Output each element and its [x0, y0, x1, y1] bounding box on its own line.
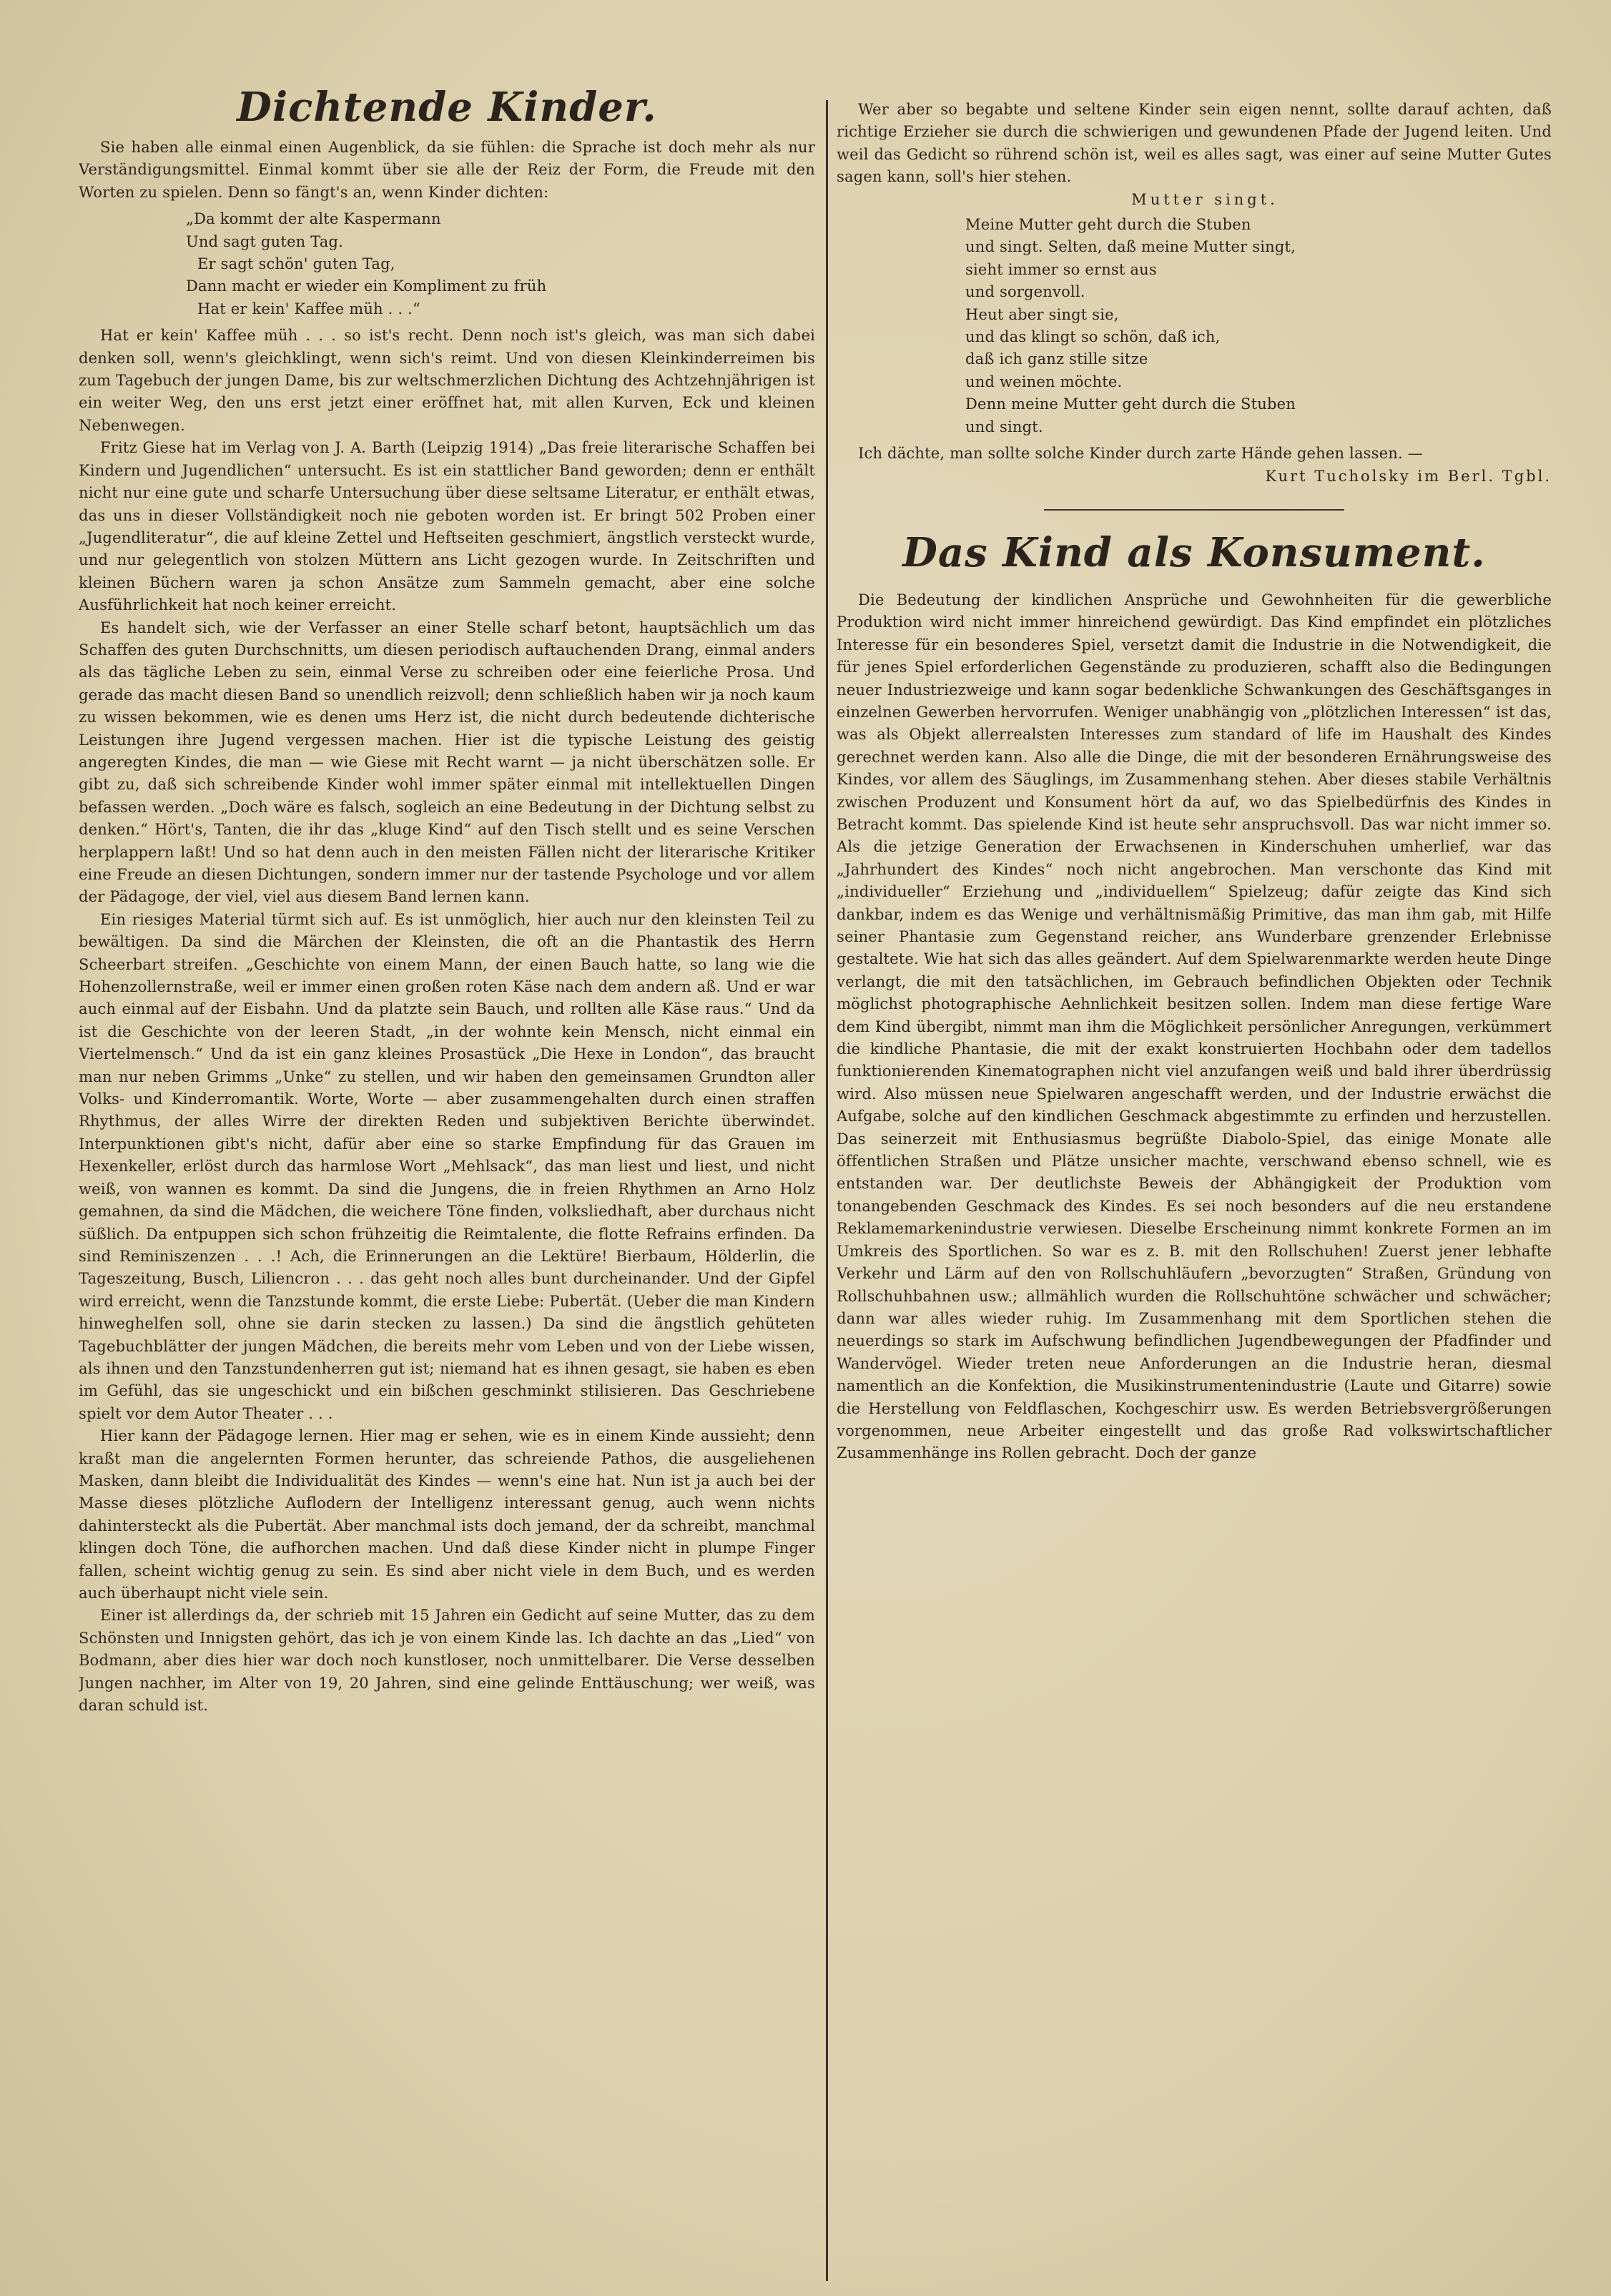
article-title-dichtende-kinder: Dichtende Kinder. [237, 84, 657, 131]
section-divider [1044, 509, 1344, 511]
poem-line: „Da kommt der alte Kaspermann [186, 210, 441, 228]
paragraph: Einer ist allerdings da, der schrieb mit 15 Jahren ein Gedicht auf seine Mutter, das zu dem Schönsten und Innigsten gehört, das ich je von einem Kinde las. Ich dachte an das „Lied“ von Bodmann, aber dies hier war doch noch kunstloser, noch unmittelbarer. Die Verse desselben Jungen nachher, im Alter von 19, 20 Jahren, sind eine gelinde Enttäuschung; wer weiß, was daran schuld ist. [79, 1607, 815, 1715]
paragraph: Die Bedeutung der kindlichen Ansprüche und Gewohnheiten für die gewerbliche Produktion wird nicht immer hinreichend gewürdigt. Das Kind empfindet ein plötzliches Interesse für ein besonderes Spiel, versetzt damit die Industrie in die Notwendigkeit, die für jenes Spiel erforderlichen Gegenstände zu produzieren, schafft also die Bedingungen neuer Industriezweige und kann sogar bedenkliche Schwankungen des Geschäftsganges in einzelnen Gewerben hervorrufen. Weniger unabhängig von „plötzlichen Interessen“ ist das, was als Objekt allerrealsten Interesses zum standard of life im Haushalt des Kindes gerechnet werden kann. Also alle die Dinge, die mit der besonderen Ernährungsweise des Kindes, vor allem des Säuglings, im Zusammenhang stehen. Aber dieses stabile Verhältnis zwischen Produzent und Konsument hört da auf, wo das Spielbedürfnis des Kindes in Betracht kommt. Das spielende Kind ist heute sehr anspruchsvoll. Das war nicht immer so. Als die jetzige Generation der Erwachsenen in Kinderschuhen umherlief, war das „Jahrhundert des Kindes“ noch nicht angebrochen. Man verschonte das Kind mit „individueller“ Erziehung und „individuellem“ Spielzeug; dafür zeigte das Kind sich dankbar, indem es das Wenige und verhältnismäßig Primitive, das man ihm gab, mit Hilfe seiner Phantasie zum Gegenstand reicher, ans Wunderbare grenzender Erlebnisse gestaltete. Wie hat sich das alles geändert. Auf dem Spielwarenmarkte werden heute Dinge verlangt, die mit den tatsächlichen, im Gebrauch befindlichen Objekten oder Technik möglichst photographische Aehnlichkeit besitzen sollen. Indem man diese fertige Ware dem Kind übergibt, nimmt man ihm die Möglichkeit persönlicher Anregungen, verkümmert die kindliche Phantasie, die mit der exakt konstruierten Hochbahn oder dem tadellos funktionierenden Kinematographen nicht viel anzufangen weiß und bald ihrer überdrüssig wird. Also müssen neue Spielwaren angeschafft werden, und der Industrie erwächst die Aufgabe, solche auf den kindlichen Geschmack abgestimmte zu erfinden und herzustellen. Das seinerzeit mit Enthusiasmus begrüßte Diabolo-Spiel, das einige Monate alle öffentlichen Straßen und Plätze unsicher machte, verschwand ebenso schnell, wie es entstanden war. Der deutlichste Beweis der Abhängigkeit der Produktion vom tonangebenden Geschmack des Kindes. Es sei noch besonders auf die neu erstandene Reklamemarkenindustrie verwiesen. Dieselbe Erscheinung nimmt konkrete Formen an im Umkreis des Sportlichen. So war es z. B. mit den Rollschuhen! Zuerst jener lebhafte Verkehr und Lärm auf den von Rollschuhläufern „bevorzugten“ Straßen, Gründung von Rollschuhbahnen usw.; allmählich wurden die Rollschuhtöne schwächer und schwächer; dann war alles wieder ruhig. Im Zusammenhang mit dem Sportlichen stehen die neuerdings so stark im Aufschwung befindlichen Jugendbewegungen der Pfadfinder und Wandervögel. Wieder treten neue Anforderungen an die Industrie heran, diesmal namentlich an die Konfektion, die Musikinstrumentenindustrie (Laute und Gitarre) sowie die Herstellung von Feldflaschen, Kochgeschirr usw. Es werden Betriebsvergrößerungen vorgenommen, neue Arbeiter eingestellt und das große Rad volkswirtschaftlicher Zusammenhänge ins Rollen gebracht. Doch der ganze [837, 591, 1552, 1462]
article-title-kind-als-konsument: Das Kind als Konsument. [902, 528, 1486, 576]
poem-line: sieht immer so ernst aus [965, 260, 1157, 278]
poem-line: und singt. Selten, daß meine Mutter singt, [965, 238, 1296, 256]
left-column [79, 0, 815, 2281]
kaspermann-poem [186, 208, 815, 320]
poem-line: und das klingt so schön, daß ich, [965, 328, 1221, 346]
author-byline: Kurt Tucholsky im Berl. Tgbl. [1265, 467, 1552, 485]
poem-line: und weinen möchte. [965, 373, 1123, 390]
poem-line: Hat er kein' Kaffee müh . . .“ [197, 300, 420, 317]
paragraph: Ich dächte, man sollte solche Kinder durch zarte Hände gehen lassen. — [858, 445, 1423, 463]
poem-line: Meine Mutter geht durch die Stuben [965, 216, 1251, 234]
poem-line: Er sagt schön' guten Tag, [197, 255, 395, 273]
poem-line: daß ich ganz stille sitze [965, 350, 1148, 368]
paragraph: Hier kann der Pädagoge lernen. Hier mag er sehen, wie es in einem Kinde aussieht; denn kraßt man die angelernten Formen herunter, das schreiende Pathos, die ausgeliehenen Masken, dann bleibt die Individualität des Kindes — wenn's eine hat. Nun ist ja auch bei der Masse dieses plötzliche Auflodern der Intelligenz interessant genug, auch wenn nichts dahintersteckt als die Pubertät. Aber manchmal ists doch jemand, der da schreibt, manchmal klingen doch Töne, die aufhorchen machen. Und daß diese Kinder nicht in plumpe Finger fallen, scheint wichtig genug zu sein. Es sind aber nicht viele in dem Buch, und es werden auch überhaupt nicht viele sein. [79, 1427, 815, 1602]
poem-line: Und sagt guten Tag. [186, 232, 344, 250]
paragraph: Wer aber so begabte und seltene Kinder sein eigen nennt, sollte darauf achten, daß richtige Erzieher sie durch die schwierigen und gewundenen Pfade der Jugend leiten. Und weil das Gedicht so rührend schön ist, weil es alles sagt, was einer auf seine Mutter Gutes sagen kann, soll's hier stehen. [837, 101, 1552, 186]
poem-line: Heut aber singt sie, [965, 305, 1119, 323]
right-column [837, 0, 1552, 2281]
paragraph: Ein riesiges Material türmt sich auf. Es ist unmöglich, hier auch nur den kleinsten Teil zu bewältigen. Da sind die Märchen der Kleinsten, die oft an die Phantastik des Herrn Scheerbart streifen. „Geschichte von einem Mann, der einen Bauch hatte, so lang wie die Hohenzollernstraße, weil er immer einen großen roten Käse nach dem andern aß. Und er war auch einmal auf der Eisbahn. Und da platzte sein Bauch, und rollten alle Käse raus.“ Und da ist die Geschichte von der leeren Stadt, „in der wohnte kein Mensch, nicht einmal ein Viertelmensch.“ Und da ist ein ganz kleines Prosastück „Die Hexe in London“, das braucht man nur neben Grimms „Unke“ zu stellen, und wir haben den gemeinsamen Grundton aller Volks- und Kinderromantik. Worte, Worte — aber zusammengehalten durch einen straffen Rhythmus, der alles Wirre der direkten Reden und subjektiven Berichte überwindet. Interpunktionen gibt's nicht, dafür aber eine so starke Empfindung für das Grauen im Hexenkeller, erlöst durch das harmlose Wort „Mehlsack“, das man liest und liest, und nicht weiß, von wannen es kommt. Da sind die Jungens, die in freien Rhythmen an Arno Holz gemahnen, da sind die Mädchen, die weichere Töne finden, volksliedhaft, aber durchaus nicht süßlich. Da entpuppen sich schon frühzeitig die Reimtalente, die flotte Refrains erfinden. Da sind Reminiszenzen . . .! Ach, die Erinnerungen an die Lektüre! Bierbaum, Hölderlin, die Tageszeitung, Busch, Liliencron . . . das geht noch alles bunt durcheinander. Und der Gipfel wird erreicht, wenn die Tanzstunde kommt, die erste Liebe: Pubertät. (Ueber die man Kindern hinweghelfen soll, ohne sie darin stecken zu lassen.) Da sind die ängstlich gehüteten Tagebuchblätter der jungen Mädchen, die bereits mehr vom Leben und von der Liebe wissen, als ihnen und den Tanzstundenherren gut ist; niemand hat es ihnen gesagt, sie haben es eben im Gefühl, das sie ungeschickt und ein bißchen geschminkt stilisieren. Das Geschriebene spielt vor dem Autor Theater . . . [79, 910, 815, 1422]
poem-line: und sorgenvoll. [965, 283, 1085, 301]
poem-line: und singt. [965, 418, 1043, 435]
column-divider [826, 100, 828, 2281]
poem-title-mutter-singt: Mutter singt. [1131, 190, 1279, 208]
poem-line: Denn meine Mutter geht durch die Stuben [965, 395, 1296, 413]
paragraph: Sie haben alle einmal einen Augenblick, da sie fühlen: die Sprache ist doch mehr als nur Verständigungsmittel. Einmal kommt über sie alle der Reiz der Form, die Freude mit den Worten zu spielen. Denn so fängt's an, wenn Kinder dichten: [79, 139, 815, 201]
paragraph: Hat er kein' Kaffee müh . . . so ist's recht. Denn noch ist's gleich, was man sich dabei denken soll, wenn's gleichklingt, wenn sich's reimt. Und von diesen Kleinkinderreimen bis zum Tagebuch der jungen Dame, bis zur weltschmerzlichen Dichtung des Achtzehnjährigen ist ein weiter Weg, den uns erst jetzt einer eröffnet hat, mit allen Kurven, Eck und kleinen Nebenwegen. [79, 327, 815, 434]
poem-line: Dann macht er wieder ein Kompliment zu früh [186, 277, 547, 295]
paragraph: Fritz Giese hat im Verlag von J. A. Barth (Leipzig 1914) „Das freie literarische Schaffen bei Kindern und Jugendlichen“ untersucht. Es ist ein stattlicher Band geworden; denn er enthält nicht nur eine gute und scharfe Untersuchung über diese seltsame Literatur, er enthält etwas, das uns in dieser Vollständigkeit noch nie geboten worden ist. Er bringt 502 Proben einer „Jugendliteratur“, die auf kleine Zettel und Heftseiten geschmiert, ängstlich versteckt wurde, und nur gelegentlich von stolzen Müttern ans Licht gezogen wurde. In Zeitschriften und kleinen Büchern waren ja schon Ansätze zum Sammeln gemacht, aber eine solche Ausführlichkeit hat noch keiner erreicht. [79, 439, 815, 614]
mutter-singt-poem [965, 214, 1552, 438]
paragraph: Es handelt sich, wie der Verfasser an einer Stelle scharf betont, hauptsächlich um das Schaffen des guten Durchschnitts, um diesen periodisch auftauchenden Drang, einmal anders als das tägliche Leben zu sein, einmal Verse zu schreiben oder eine feierliche Prosa. Und gerade das macht diesen Band so unendlich reizvoll; denn schließlich haben wir ja noch kaum zu wissen bekommen, wie es denen ums Herz ist, die nicht durch bedeutende dichterische Leistungen ihre Jugend vergessen machen. Hier ist die typische Leistung des geistig angeregten Kindes, die man — wie Giese mit Recht warnt — ja nicht überschätzen solle. Er gibt zu, daß sich schreibende Kinder wohl immer später einmal mit intellektuellen Dingen befassen werden. „Doch wäre es falsch, sogleich an eine Bedeutung in der Dichtung selbst zu denken.“ Hört's, Tanten, die ihr das „kluge Kind“ auf den Tisch stellt und es seine Verschen herplappern laßt! Und so hat denn auch in den meisten Fällen nicht der literarische Kritiker eine Freude an diesen Dichtungen, sondern immer nur der tastende Psychologe und vor allem der Pädagoge, der viel, viel aus diesem Band lernen kann. [79, 619, 815, 906]
